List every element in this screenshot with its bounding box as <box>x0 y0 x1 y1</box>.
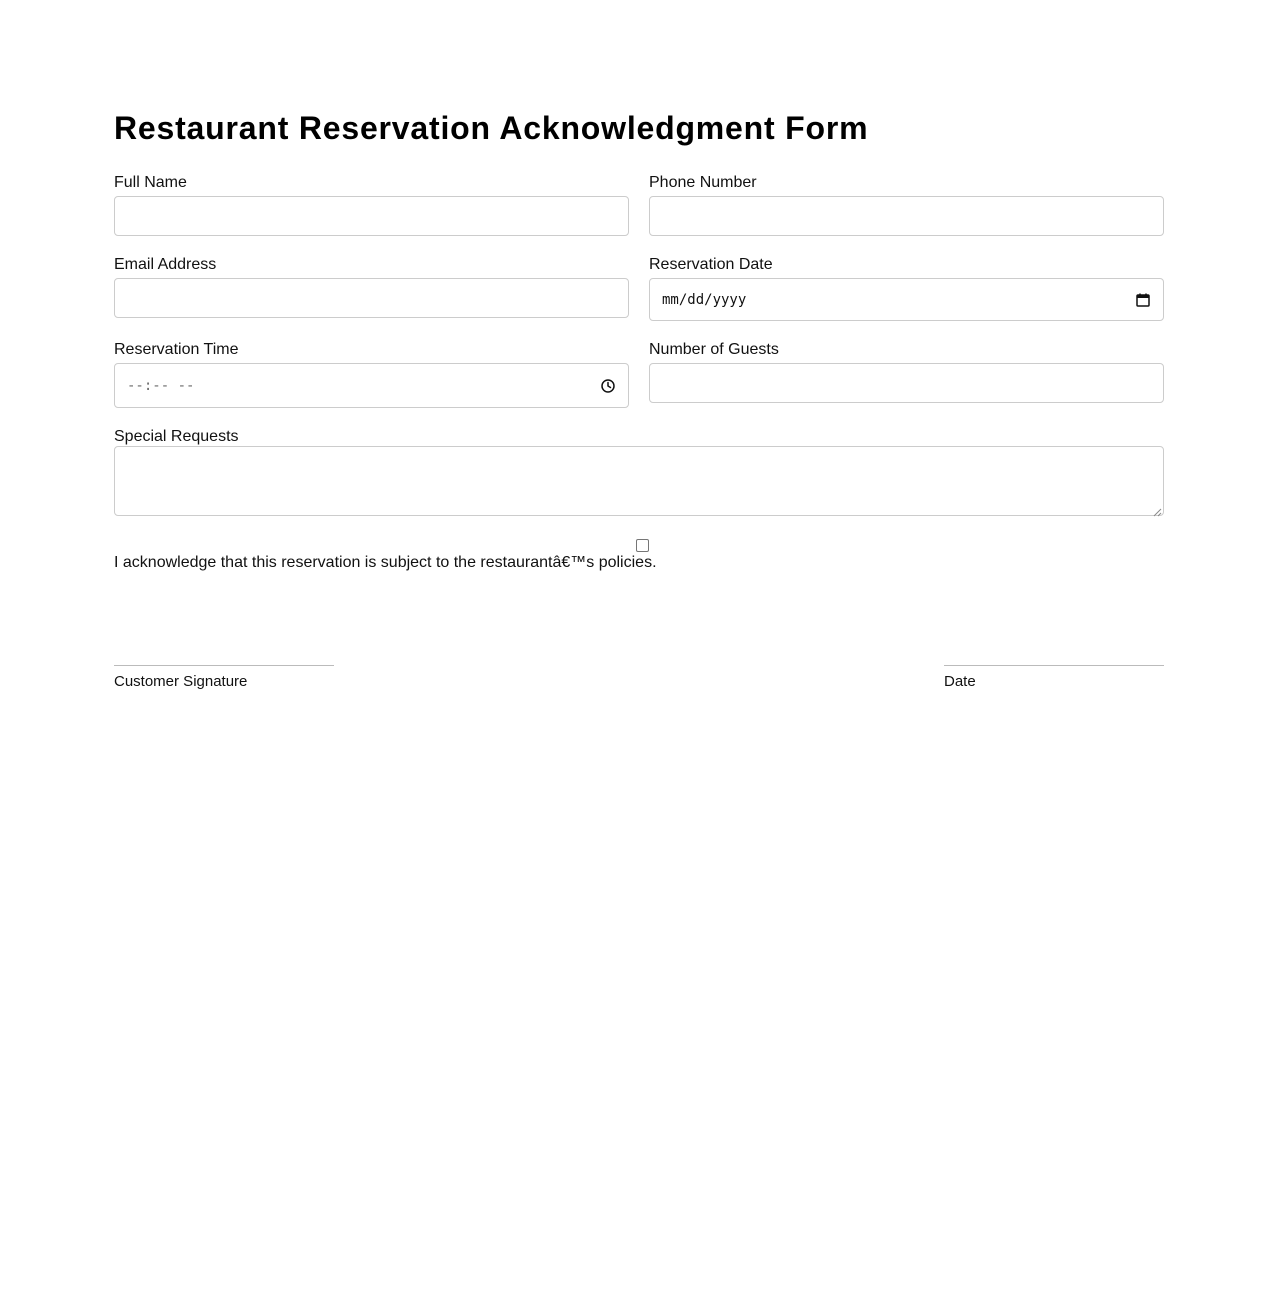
phone-number-label: Phone Number <box>649 174 757 191</box>
acknowledgment-text: I acknowledge that this reservation is subject to the restaurantâ€™s policies. <box>114 554 657 571</box>
customer-signature-line[interactable] <box>114 665 334 666</box>
calendar-icon[interactable] <box>1135 292 1151 308</box>
date-signature-label: Date <box>944 673 976 690</box>
number-of-guests-label: Number of Guests <box>649 341 779 358</box>
special-requests-label: Special Requests <box>114 428 239 445</box>
reservation-date-input[interactable] <box>649 278 1164 321</box>
reservation-time-label: Reservation Time <box>114 341 239 358</box>
full-name-label: Full Name <box>114 174 187 191</box>
customer-signature-label: Customer Signature <box>114 673 248 690</box>
date-signature-line[interactable] <box>944 665 1164 666</box>
reservation-time-placeholder: --:-- -- <box>127 377 195 394</box>
acknowledgment-checkbox[interactable] <box>636 539 649 552</box>
full-name-input[interactable] <box>114 196 629 236</box>
reservation-date-label: Reservation Date <box>649 256 773 273</box>
page-title: Restaurant Reservation Acknowledgment Form <box>114 110 869 146</box>
clock-icon[interactable] <box>600 378 616 394</box>
email-address-label: Email Address <box>114 256 217 273</box>
email-address-input[interactable] <box>114 278 629 318</box>
phone-number-input[interactable] <box>649 196 1164 236</box>
reservation-date-placeholder: mm/dd/yyyy <box>662 291 747 308</box>
number-of-guests-input[interactable] <box>649 363 1164 403</box>
special-requests-textarea[interactable] <box>114 446 1164 516</box>
reservation-time-input[interactable] <box>114 363 629 408</box>
resize-grip-icon[interactable] <box>1152 504 1162 514</box>
